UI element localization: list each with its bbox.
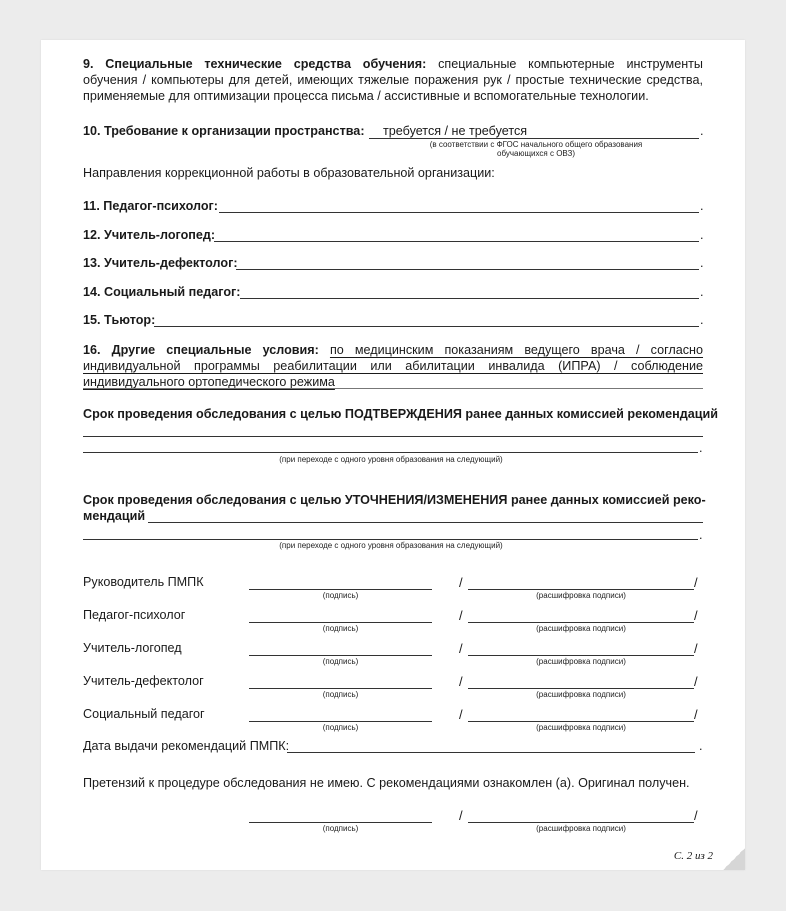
item10-label: 10. Требование к организации пространства: xyxy=(83,124,365,138)
signature-role: Учитель-логопед xyxy=(83,641,182,655)
slash-right: / xyxy=(694,707,698,722)
issue-date-line[interactable] xyxy=(287,752,695,753)
confirm-period: . xyxy=(699,441,703,455)
signature-line[interactable] xyxy=(249,822,432,823)
field-15-label: 15. Тьютор: xyxy=(83,313,156,327)
signature-caption: (подпись) xyxy=(322,723,359,732)
document-page xyxy=(41,40,745,870)
item16-text: по медицинским показаниям ведущего врача / согласно индивидуальной программы реабилитации или абилитации инвалида (ИПРА) / соблюдение индивидуального ортопедического режима xyxy=(83,343,704,389)
signature-role: Социальный педагог xyxy=(83,707,205,721)
field-11-label: 11. Педагог-психолог: xyxy=(83,199,218,213)
signature-caption: (подпись) xyxy=(322,657,359,666)
item9-text: специальные компьютерные инструменты обучения / компьютеры для детей, имеющих тяжелые поражения рук / простые технические средства, применяемые для оптимизации процесса письма / ассистивные и вспомогательные технологии. xyxy=(83,57,703,103)
decode-line[interactable] xyxy=(468,721,694,722)
item10-note-2: обучающихся с ОВЗ) xyxy=(497,149,575,158)
confirm-note: (при переходе с одного уровня образования на следующий) xyxy=(279,455,503,464)
signature-role: Педагог-психолог xyxy=(83,608,186,622)
signature-role: Руководитель ПМПК xyxy=(83,575,204,589)
slash-left: / xyxy=(459,608,463,623)
decode-caption: (расшифровка подписи) xyxy=(536,591,626,600)
issue-date-period: . xyxy=(699,739,703,753)
slash-left: / xyxy=(459,575,463,590)
field-11-period: . xyxy=(700,199,704,213)
slash-left: / xyxy=(459,641,463,656)
decode-caption: (расшифровка подписи) xyxy=(536,690,626,699)
field-14-period: . xyxy=(700,285,704,299)
signature-line[interactable] xyxy=(249,688,432,689)
field-12-line[interactable] xyxy=(214,241,699,242)
confirm-line-2[interactable] xyxy=(83,452,698,453)
slash-right: / xyxy=(694,808,698,823)
item10-period: . xyxy=(700,124,704,138)
field-13-period: . xyxy=(700,256,704,270)
decode-caption: (расшифровка подписи) xyxy=(536,657,626,666)
field-13-label: 13. Учитель-дефектолог: xyxy=(83,256,238,270)
signature-caption: (подпись) xyxy=(322,690,359,699)
signature-role: Учитель-дефектолог xyxy=(83,674,204,688)
claims-text: Претензий к процедуре обследования не имею. С рекомендациями ознакомлен (а). Оригинал получен. xyxy=(83,776,690,790)
slash-right: / xyxy=(694,575,698,590)
item10-note-1: (в соответствии с ФГОС начального общего образования xyxy=(429,140,643,149)
slash-left: / xyxy=(459,808,463,823)
slash-right: / xyxy=(694,674,698,689)
clarify-heading-1: Срок проведения обследования с целью УТОЧНЕНИЯ/ИЗМЕНЕНИЯ ранее данных комиссией реко- xyxy=(83,493,706,507)
confirm-heading: Срок проведения обследования с целью ПОДТВЕРЖДЕНИЯ ранее данных комиссией рекомендаций xyxy=(83,407,718,421)
signature-line[interactable] xyxy=(249,721,432,722)
item16-end-line xyxy=(83,388,703,389)
decode-line[interactable] xyxy=(468,822,694,823)
decode-line[interactable] xyxy=(468,622,694,623)
field-15-period: . xyxy=(700,313,704,327)
issue-date-label: Дата выдачи рекомендаций ПМПК: xyxy=(83,739,290,753)
item16-paragraph xyxy=(83,342,703,390)
field-15-line[interactable] xyxy=(154,326,699,327)
clarify-period: . xyxy=(699,528,703,542)
clarify-heading-2: мендаций xyxy=(83,509,146,523)
slash-left: / xyxy=(459,707,463,722)
field-14-label: 14. Социальный педагог: xyxy=(83,285,241,299)
item9-paragraph xyxy=(83,56,703,104)
signature-caption: (подпись) xyxy=(322,624,359,633)
decode-caption: (расшифровка подписи) xyxy=(536,624,626,633)
slash-right: / xyxy=(694,641,698,656)
field-12-label: 12. Учитель-логопед: xyxy=(83,228,216,242)
field-11-line[interactable] xyxy=(219,212,699,213)
signature-line[interactable] xyxy=(249,622,432,623)
decode-caption: (расшифровка подписи) xyxy=(536,723,626,732)
signature-caption: (подпись) xyxy=(322,824,359,833)
confirm-line-1[interactable] xyxy=(83,436,703,437)
decode-line[interactable] xyxy=(468,655,694,656)
slash-left: / xyxy=(459,674,463,689)
decode-caption: (расшифровка подписи) xyxy=(536,824,626,833)
clarify-line-1[interactable] xyxy=(148,522,703,523)
page-number: С. 2 из 2 xyxy=(673,850,713,862)
field-14-line[interactable] xyxy=(240,298,699,299)
item10-value: требуется / не требуется xyxy=(383,124,528,138)
directions-heading: Направления коррекционной работы в образовательной организации: xyxy=(83,166,495,180)
signature-line[interactable] xyxy=(249,589,432,590)
signature-line[interactable] xyxy=(249,655,432,656)
decode-line[interactable] xyxy=(468,589,694,590)
field-12-period: . xyxy=(700,228,704,242)
page-fold-corner xyxy=(723,848,745,870)
clarify-line-2[interactable] xyxy=(83,539,698,540)
item16-label: 16. Другие специальные условия: xyxy=(83,343,319,357)
field-13-line[interactable] xyxy=(236,269,699,270)
decode-line[interactable] xyxy=(468,688,694,689)
clarify-note: (при переходе с одного уровня образования на следующий) xyxy=(279,541,503,550)
signature-caption: (подпись) xyxy=(322,591,359,600)
item9-label: 9. Специальные технические средства обучения: xyxy=(83,57,427,71)
slash-right: / xyxy=(694,608,698,623)
